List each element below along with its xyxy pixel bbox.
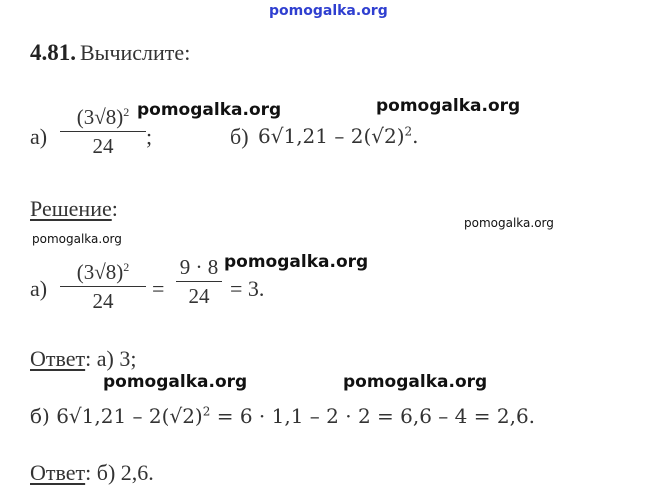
solution-a-equals: =: [152, 276, 165, 301]
problem-heading: [30, 40, 190, 66]
watermark-2: pomogalka.org: [376, 96, 521, 116]
watermark-6: pomogalka.org: [103, 372, 248, 392]
solution-a-result: = 3.: [230, 276, 265, 301]
solution-b-expression: 6√1,21 – 2(√2): [56, 404, 203, 428]
solution-a-label: а): [30, 276, 48, 301]
problem-number: 4.81.: [30, 40, 76, 65]
answer-b: Ответ: б) 2,6.: [30, 460, 154, 485]
solution-b-label: б): [30, 404, 50, 428]
solution-b-line: б) $6√1,21 - 2(√2)^2 = 6 \cdot 1,1 - 2 \cdot 2 = 6,6 - 4 = 2,6$.: [30, 404, 536, 428]
watermark-1: pomogalka.org: [137, 100, 282, 120]
fraction-bar: [60, 286, 146, 287]
problem-part-a-label: а): [30, 124, 48, 149]
solution-a-fraction-1: [60, 255, 146, 313]
solution-a-denominator-2: 24: [188, 284, 210, 309]
solution-a-denominator-1: 24: [92, 289, 114, 314]
solution-heading: Решение:: [30, 196, 118, 221]
problem-part-b-expression: $6√1,21 - 2(√2)^2$.: [258, 124, 419, 148]
fraction-bar: [60, 131, 146, 132]
problem-part-a-denominator: 24: [92, 134, 114, 159]
solution-a-numerator-2: 9 · 8: [179, 255, 219, 279]
watermark-4: pomogalka.org: [464, 216, 554, 230]
solution-b-result: = 6 · 1,1 – 2 · 2 = 6,6 – 4 = 2,6.: [216, 404, 536, 428]
problem-part-a-fraction: [60, 100, 146, 158]
solution-a-fraction-2: [176, 255, 222, 308]
watermark-3: pomogalka.org: [32, 232, 122, 246]
problem-instruction: Вычислите:: [80, 40, 191, 65]
solution-a-numerator-1: $(3√8)^2$: [76, 260, 130, 284]
watermark-5: pomogalka.org: [224, 252, 369, 272]
answer-a: Ответ: а) 3;: [30, 346, 137, 371]
watermark-7: pomogalka.org: [343, 372, 488, 392]
problem-part-a-numerator: $(3√8)^2$: [76, 105, 130, 129]
fraction-bar: [176, 281, 222, 282]
problem-part-b-label: б): [230, 124, 249, 149]
watermark-top[interactable]: pomogalka.org: [269, 3, 388, 19]
problem-part-a-separator: ;: [146, 124, 153, 149]
